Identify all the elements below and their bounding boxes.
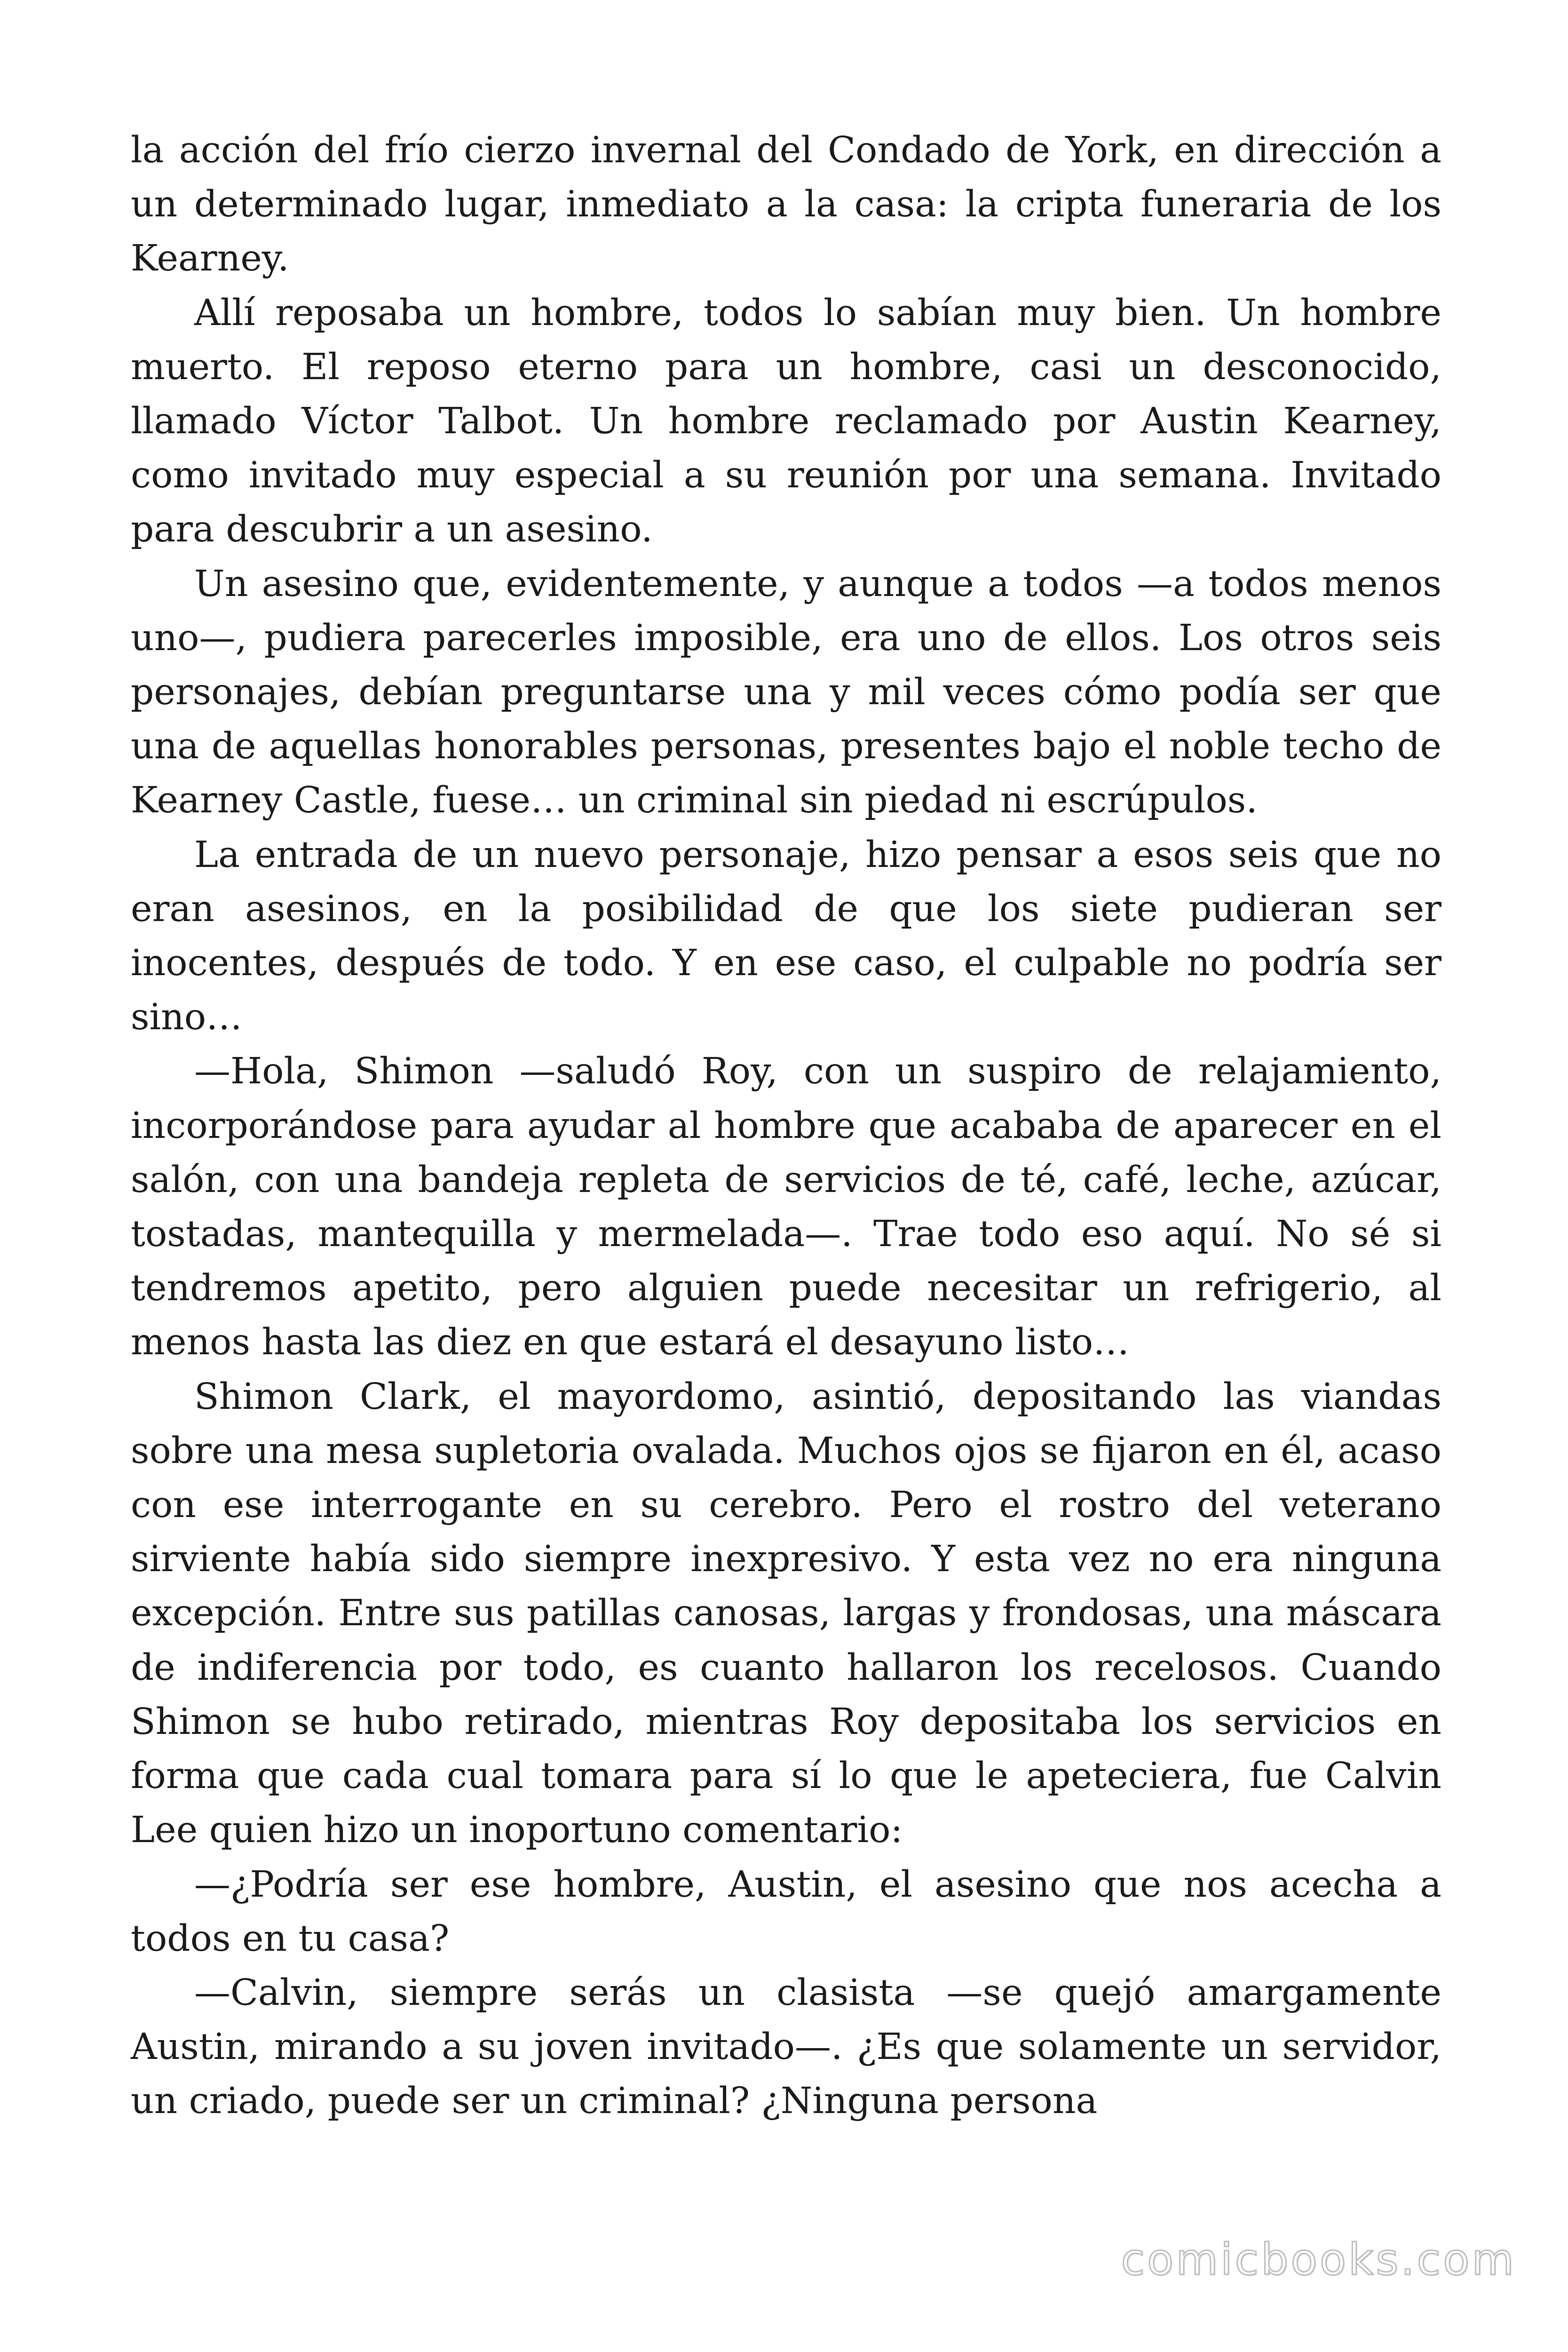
paragraph-1: la acción del frío cierzo invernal del Condado de York, en dirección a un determinado lugar, inmediato a la casa: la cripta funeraria de los Kearney.: [131, 129, 1441, 280]
watermark: comicbooks.com: [1121, 2234, 1516, 2285]
paragraph-4: La entrada de un nuevo personaje, hizo pensar a esos seis que no eran asesinos, en la posibilidad de que los siete pudieran ser inocentes, después de todo. Y en ese caso, el culpable no podría ser sino…: [131, 834, 1441, 1039]
paragraph-3: Un asesino que, evidentemente, y aunque a todos —a todos menos uno—, pudiera parecerles imposible, era uno de ellos. Los otros seis personajes, debían preguntarse una y mil veces cómo podía ser que una de aquellas honorables personas, presentes bajo el noble techo de Kearney Castle, fuese… un criminal sin piedad ni escrúpulos.: [131, 563, 1441, 822]
paragraph-7: —¿Podría ser ese hombre, Austin, el asesino que nos acecha a todos en tu casa?: [131, 1863, 1441, 1960]
paragraph-8: —Calvin, siempre serás un clasista —se quejó amargamente Austin, mirando a su joven invitado—. ¿Es que solamente un servidor, un criado, puede ser un criminal? ¿Ninguna persona: [131, 1971, 1441, 2122]
page-body-text: [131, 123, 1441, 2129]
paragraph-2: Allí reposaba un hombre, todos lo sabían muy bien. Un hombre muerto. El reposo eterno para un hombre, casi un desconocido, llamado Víctor Talbot. Un hombre reclamado por Austin Kearney, como invitado muy especial a su reunión por una semana. Invitado para descubrir a un asesino.: [131, 292, 1441, 551]
paragraph-6: Shimon Clark, el mayordomo, asintió, depositando las viandas sobre una mesa supletoria ovalada. Muchos ojos se fijaron en él, acaso con ese interrogante en su cerebro. Pero el rostro del veterano sirviente había sido siempre inexpresivo. Y esta vez no era ninguna excepción. Entre sus patillas canosas, largas y frondosas, una máscara de indiferencia por todo, es cuanto hallaron los recelosos. Cuando Shimon se hubo retirado, mientras Roy depositaba los servicios en forma que cada cual tomara para sí lo que le apeteciera, fue Calvin Lee quien hizo un inoportuno comentario:: [131, 1375, 1441, 1851]
paragraph-5: —Hola, Shimon —saludó Roy, con un suspiro de relajamiento, incorporándose para ayudar al hombre que acababa de aparecer en el salón, con una bandeja repleta de servicios de té, café, leche, azúcar, tostadas, mantequilla y mermelada—. Trae todo eso aquí. No sé si tendremos apetito, pero alguien puede necesitar un refrigerio, al menos hasta las diez en que estará el desayuno listo…: [131, 1050, 1441, 1364]
